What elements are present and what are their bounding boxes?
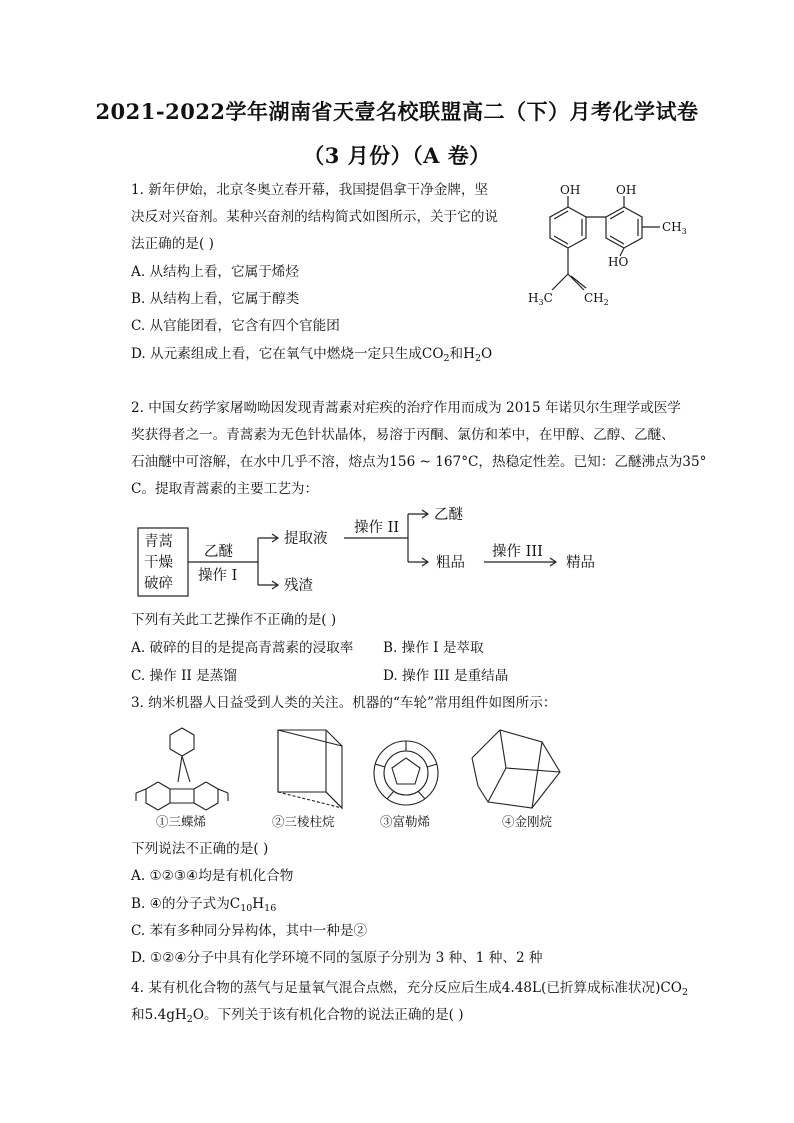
q1-oh-right-label: OH [616, 183, 637, 197]
q2-crude-label: 粗品 [436, 555, 465, 571]
q3-question-stem: 下列说法不正确的是( ) [131, 841, 269, 857]
prismane-figure [278, 730, 342, 808]
q4-stem-line1: 4. 某有机化合物的蒸气与足量氧气混合点燃，充分反应后生成4.48L(已折算成标准状况)$CO_2$ [131, 980, 688, 998]
q2-operation2-label: 操作 II [354, 520, 400, 536]
q2-option-c: C. 操作 II 是蒸馏 [131, 668, 237, 684]
triptycene-figure [136, 728, 228, 810]
q2-reagent-label: 乙醚 [204, 544, 233, 560]
q2-stem-line3: 石油醚中可溶解，在水中几乎不溶，熔点为156 ~ 167°C，热稳定性差。已知：乙醚沸点为35° [131, 454, 707, 470]
q2-operation1-label: 操作 I [198, 568, 238, 584]
fullerene-figure [374, 741, 438, 805]
q1-ch3-label: $CH_3$ [662, 220, 687, 236]
q1-ch2-label: $CH_2$ [584, 291, 609, 307]
q2-option-b: B. 操作 I 是萃取 [383, 640, 484, 656]
q3-option-d: D. ①②④分子中具有化学环境不同的氢原子分别为 3 种、1 种、2 种 [131, 950, 543, 966]
document-title: 2021-2022学年湖南省天壹名校联盟高二（下）月考化学试卷 [95, 99, 699, 124]
q1-option-b: B. 从结构上看，它属于醇类 [131, 291, 300, 307]
q1-stem-line1: 1. 新年伊始，北京冬奥立春开幕，我国提倡拿干净金牌，坚 [131, 182, 489, 198]
q2-fine-label: 精品 [566, 555, 595, 571]
q1-h3c-label: $H_3C$ [528, 291, 553, 307]
q3-option-c: C. 苯有多种同分异构体，其中一种是② [131, 923, 368, 939]
q3-caption-3: ③富勒烯 [380, 814, 431, 829]
q2-operation3-label: 操作 III [492, 544, 543, 560]
q2-box-line2: 干燥 [144, 555, 173, 571]
q1-structure-diagram [510, 182, 700, 312]
q2-stem-line4: C。提取青蒿素的主要工艺为： [131, 481, 319, 497]
q2-residue-label: 残渣 [284, 578, 313, 594]
q2-stem-line1: 2. 中国女药学家屠呦呦因发现青蒿素对疟疾的治疗作用而成为 2015 年诺贝尔生理学或医学 [131, 400, 681, 416]
q1-ho-label: HO [608, 255, 629, 269]
q2-option-a: A. 破碎的目的是提高青蒿素的浸取率 [131, 640, 354, 656]
q1-oh-top-label: OH [560, 183, 581, 197]
q1-stem-line3: 法正确的是( ) [131, 236, 214, 252]
q2-box-line3: 破碎 [144, 576, 173, 592]
q3-caption-4: ④金刚烷 [502, 814, 553, 829]
q3-caption-2: ②三棱柱烷 [272, 814, 335, 829]
q3-caption-1: ①三蝶烯 [156, 814, 207, 829]
q1-stem-line2: 决反对兴奋剂。某种兴奋剂的结构简式如图所示，关于它的说 [131, 209, 499, 225]
q2-stem-line2: 奖获得者之一。青蒿素为无色针状晶体，易溶于丙酮、氯仿和苯中，在甲醇、乙醇、乙醚、 [131, 427, 675, 443]
document-subtitle: （3 月份）（A 卷） [303, 143, 491, 168]
q3-option-b: B. ④的分子式为$C_{10}H_{16}$ [131, 896, 277, 914]
q3-molecule-figures [132, 718, 572, 836]
q1-option-a: A. 从结构上看，它属于烯烃 [131, 264, 299, 280]
q2-box-line1: 青蒿 [144, 534, 173, 550]
adamantane-figure [472, 730, 560, 808]
q2-extract-label: 提取液 [284, 531, 328, 547]
q3-stem-line1: 3. 纳米机器人日益受到人类的关注。机器的“车轮”常用组件如图所示： [131, 695, 557, 711]
q1-option-d: D. 从元素组成上看，它在氧气中燃烧一定只生成$CO_2$和$H_2O$ [131, 346, 493, 364]
q3-option-a: A. ①②③④均是有机化合物 [131, 868, 294, 884]
q2-process-flowchart [132, 500, 612, 605]
q2-question-stem: 下列有关此工艺操作不正确的是( ) [131, 612, 337, 628]
q2-ether-label: 乙醚 [434, 507, 463, 523]
q4-stem-line2: 和$5.4gH_2O$。下列关于该有机化合物的说法正确的是( ) [131, 1007, 464, 1025]
q2-option-d: D. 操作 III 是重结晶 [383, 668, 509, 684]
q1-option-c: C. 从官能团看，它含有四个官能团 [131, 318, 340, 334]
